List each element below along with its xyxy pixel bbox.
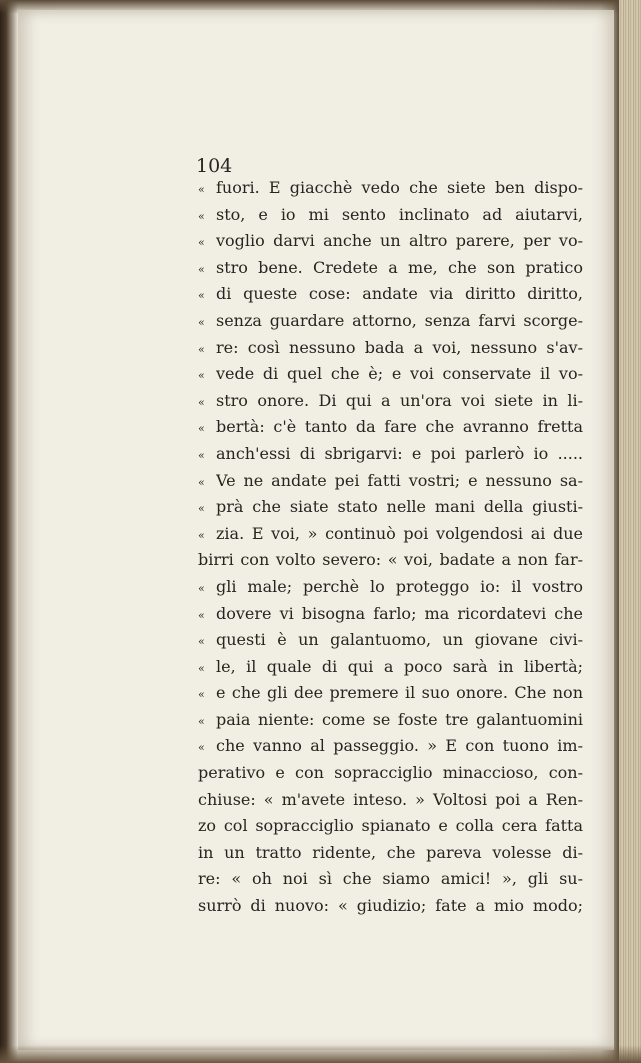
line-text: le, il quale di qui a poco sarà in libertà; [216,656,583,676]
quote-mark: « [198,315,205,329]
text-line [198,471,583,498]
quote-mark: « [198,236,205,250]
text-line [198,550,583,577]
text-line [198,284,583,311]
quote-mark: « [198,422,205,436]
text-line [198,657,583,684]
line-text: sto, e io mi sento inclinato ad aiutarvi, [216,204,583,224]
text-line [198,524,583,551]
quote-mark: « [198,528,205,542]
text-line [198,896,583,923]
line-text: e che gli dee premere il suo onore. Che non [216,683,583,703]
line-text: zo col sopracciglio spianato e colla cera fatta [198,816,583,836]
text-line [198,630,583,657]
line-text: re: « oh noi sì che siamo amici! », gli su- [198,869,583,889]
text-line [198,790,583,817]
line-text: prà che siate stato nelle mani della giusti- [216,497,583,517]
quote-mark: « [198,608,205,622]
quote-mark: « [198,183,205,196]
quote-mark: « [198,262,205,276]
book-page [18,10,614,1050]
text-line [198,205,583,232]
text-line [198,311,583,338]
text-line [198,231,583,258]
text-line [198,444,583,471]
quote-mark: « [198,502,205,516]
line-text: senza guardare attorno, senza farvi scorge- [216,310,583,330]
text-line [198,816,583,843]
quote-mark: « [198,342,205,356]
text-line [198,683,583,710]
text-line [198,736,583,763]
line-text: re: così nessuno bada a voi, nessuno s'av- [216,337,583,357]
text-block [198,156,583,923]
line-text: fuori. E giacchè vedo che siete ben dispo- [216,178,583,197]
text-line [198,710,583,737]
quote-mark: « [198,209,205,223]
text-line [198,364,583,391]
line-text: surrò di nuovo: « giudizio; fate a mio modo; [198,896,583,916]
text-line [198,258,583,285]
quote-mark: « [198,581,205,595]
line-text: Ve ne andate pei fatti vostri; e nessuno sa- [216,470,583,490]
line-text: in un tratto ridente, che pareva volesse di- [198,842,583,862]
line-text: questi è un galantuomo, un giovane civi- [216,630,583,650]
line-text: bertà: c'è tanto da fare che avranno fretta [216,417,583,437]
quote-mark: « [198,714,205,728]
text-line [198,391,583,418]
line-text: dovere vi bisogna farlo; ma ricordatevi che [216,603,583,623]
line-text: gli male; perchè lo proteggo io: il vostro [216,576,583,596]
line-text: birri con volto severo: « voi, badate a non far- [198,550,583,570]
quote-mark: « [198,395,205,409]
quote-mark: « [198,289,205,303]
line-text: paia niente: come se foste tre galantuomini [216,709,583,729]
text-line [198,869,583,896]
text-line [198,577,583,604]
line-text: voglio darvi anche un altro parere, per vo- [216,231,583,251]
quote-mark: « [198,448,205,462]
line-text: che vanno al passeggio. » E con tuono im- [216,736,583,756]
text-line [198,843,583,870]
line-text: di queste cose: andate via diritto diritto, [216,284,583,304]
line-text: perativo e con sopracciglio minaccioso, con- [198,763,583,783]
text-line [198,497,583,524]
text-line [198,763,583,790]
line-text: chiuse: « m'avete inteso. » Voltosi poi a Ren- [198,789,583,809]
text-line [198,178,583,205]
quote-mark: « [198,369,205,383]
bottom-shadow [0,1045,641,1063]
text-line [198,417,583,444]
text-line [198,604,583,631]
quote-mark: « [198,741,205,755]
line-text: anch'essi di sbrigarvi: e poi parlerò io ..... [216,443,583,463]
line-text: stro onore. Di qui a un'ora voi siete in li- [216,390,583,410]
page-fore-edge [619,0,641,1063]
line-text: vede di quel che è; e voi conservate il vo- [216,364,583,384]
quote-mark: « [198,688,205,702]
page-number: 104 [196,155,233,177]
line-text: zia. E voi, » continuò poi volgendosi ai due [216,523,583,543]
quote-mark: « [198,635,205,649]
text-line [198,338,583,365]
line-text: stro bene. Credete a me, che son pratico [216,257,583,277]
quote-mark: « [198,475,205,489]
quote-mark: « [198,661,205,675]
